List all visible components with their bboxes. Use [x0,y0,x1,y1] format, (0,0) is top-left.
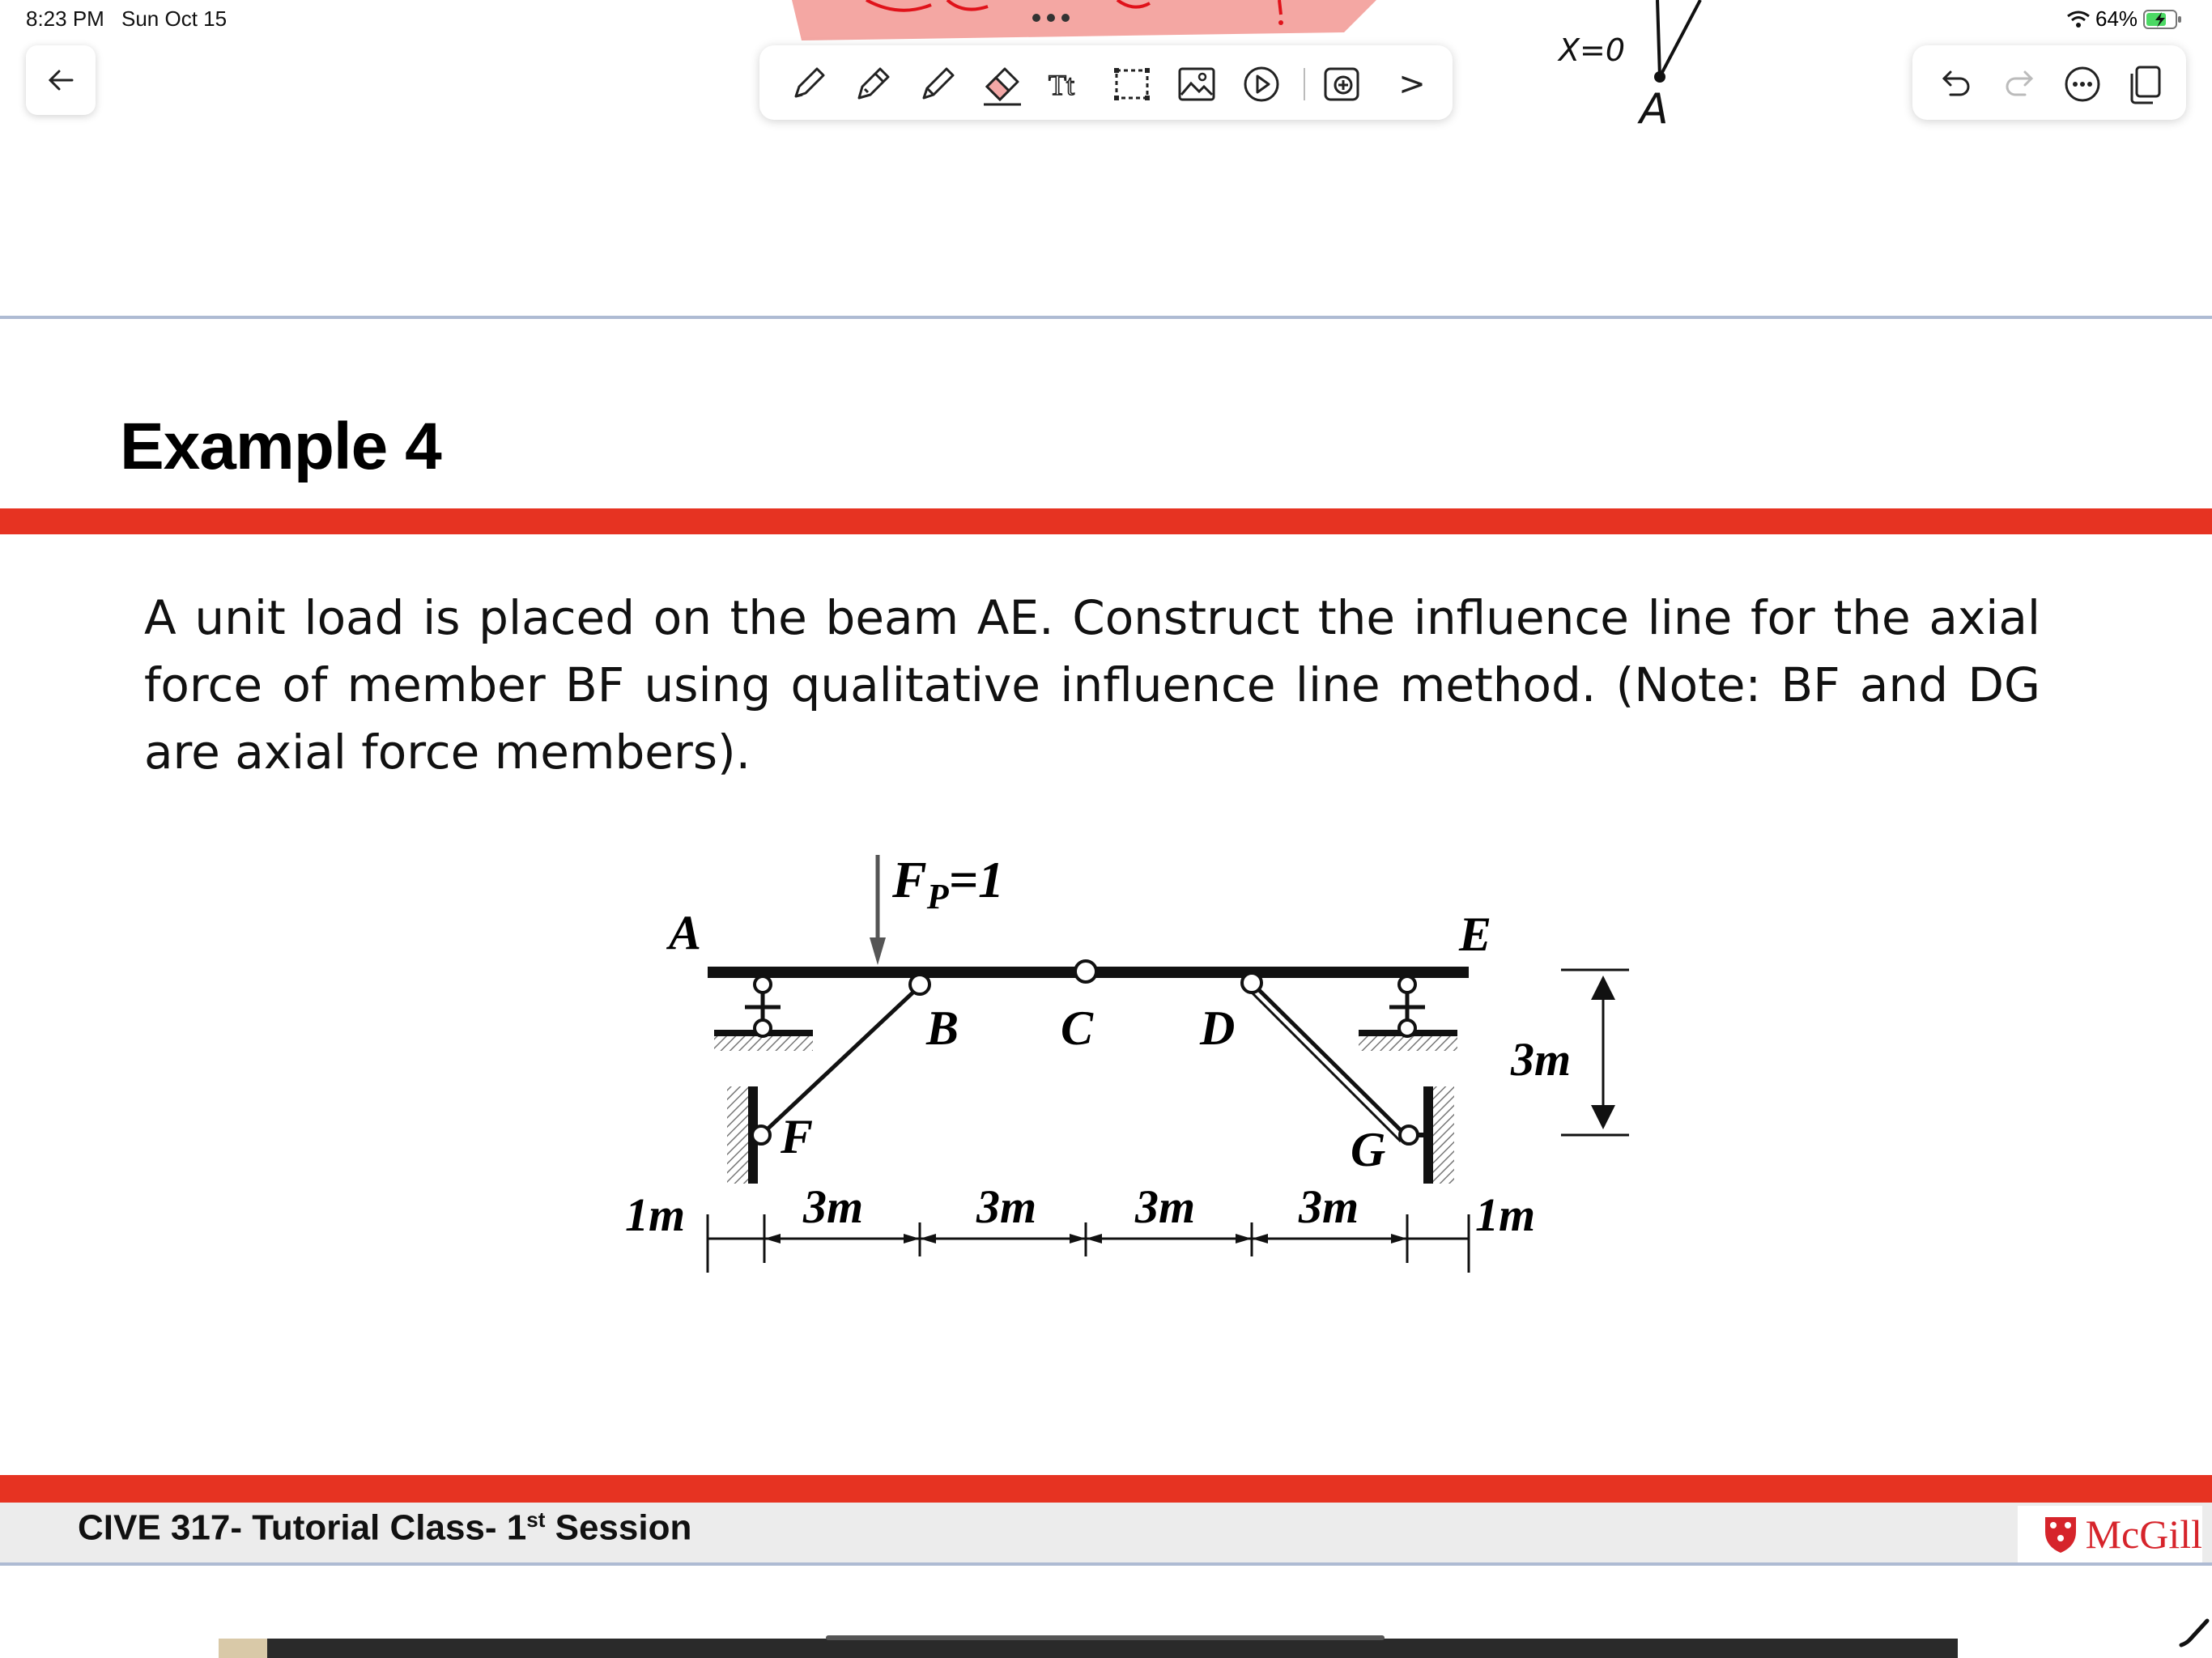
dim-label: 3m [976,1180,1037,1233]
text-tool[interactable] [1043,60,1091,108]
add-page-icon [1321,62,1364,106]
unit-load-arrow [870,855,886,965]
load-label: $F_P=1$ [892,851,1005,916]
more-options-button[interactable] [2058,60,2107,108]
pin-f [752,1126,770,1144]
right-roller-support [1359,976,1457,1051]
status-time: 8:23 PM [26,6,104,31]
label-a: A [669,906,702,959]
drawing-toolbar [759,45,1453,120]
pen-tool[interactable] [784,60,832,108]
redo-icon [1997,62,2041,106]
label-f: F [781,1110,814,1163]
slide-title: Example 4 [120,410,441,483]
status-indicators [2066,6,2183,32]
mcgill-logo [2018,1506,2202,1562]
image-icon [1175,62,1219,106]
label-g: G [1351,1123,1386,1176]
svg-text:Tt: Tt [1049,69,1074,101]
pin-b [910,975,929,994]
redo-button[interactable] [1995,60,2044,108]
pin-d [1242,973,1261,993]
footer-separator [0,1562,2212,1566]
label-c: C [1061,1001,1094,1055]
undo-button[interactable] [1932,60,1980,108]
mcgill-wordmark: McGill [2085,1511,2202,1557]
mcgill-crest-icon [2044,1514,2078,1554]
pages-icon [2124,62,2167,106]
fountain-pen-icon [851,62,895,106]
status-date: Sun Oct 15 [121,6,228,31]
label-d: D [1200,1001,1236,1055]
next-page-preview[interactable] [219,1639,1958,1658]
page-scroll-indicator[interactable] [826,1635,1385,1640]
height-label: 3m [1511,1033,1572,1086]
label-b: B [926,1001,959,1055]
dim-label: 1m [1475,1188,1536,1241]
pen-icon [786,62,830,106]
more-icon [2061,62,2104,106]
image-tool[interactable] [1172,60,1221,108]
handwritten-x-note [1538,0,1716,138]
pencil-tool[interactable] [849,60,897,108]
pin-g [1400,1126,1418,1144]
label-e: E [1459,908,1492,961]
hinge-c [1075,961,1096,982]
highlighter-tool[interactable] [913,60,962,108]
undo-icon [1934,62,1978,106]
toolbar-divider [1304,68,1305,100]
member-dg [1252,983,1407,1137]
page-separator [0,316,2212,319]
more-tools-button[interactable] [1388,60,1436,108]
text-icon [1045,62,1089,106]
footer-red-bar [0,1475,2212,1503]
beam-diagram [599,842,1652,1295]
battery-percent: 64% [2095,6,2138,31]
problem-statement: A unit load is placed on the beam AE. Construct the influence line for the axial force of member BF using qualitative influence line method. (Note: BF and DG are axial force members). [144,590,2040,780]
battery-icon [2142,8,2183,31]
eraser-tool[interactable] [978,60,1027,108]
lasso-tool[interactable] [1108,60,1156,108]
dim-label: 3m [1135,1180,1196,1233]
lasso-select-icon [1110,62,1154,106]
footer-course: CIVE 317- Tutorial Class- 1st Session [78,1507,692,1548]
pencil-hover-icon [2178,1616,2210,1648]
pages-button[interactable] [2121,60,2170,108]
title-underline-bar [0,508,2212,534]
dim-label: 1m [625,1188,686,1241]
play-circle-icon [1240,62,1283,106]
handwritten-a-label: A [1640,85,1669,134]
dim-label: 3m [803,1180,864,1233]
height-dimension [1561,970,1629,1135]
highlighter-icon [916,62,959,106]
left-roller-support [714,976,813,1051]
eraser-icon [981,62,1024,106]
document-toolbar [1912,45,2186,120]
playback-tool[interactable] [1237,60,1286,108]
back-button[interactable] [26,45,96,115]
add-page-tool[interactable] [1318,60,1367,108]
wifi-icon [2066,10,2091,29]
handwritten-x-label: X=0 [1559,32,1626,68]
dim-label: 3m [1299,1180,1359,1233]
chevron-right-icon: > [1398,66,1426,103]
next-page-preview-edge [219,1639,267,1658]
arrow-left-icon [45,64,77,96]
